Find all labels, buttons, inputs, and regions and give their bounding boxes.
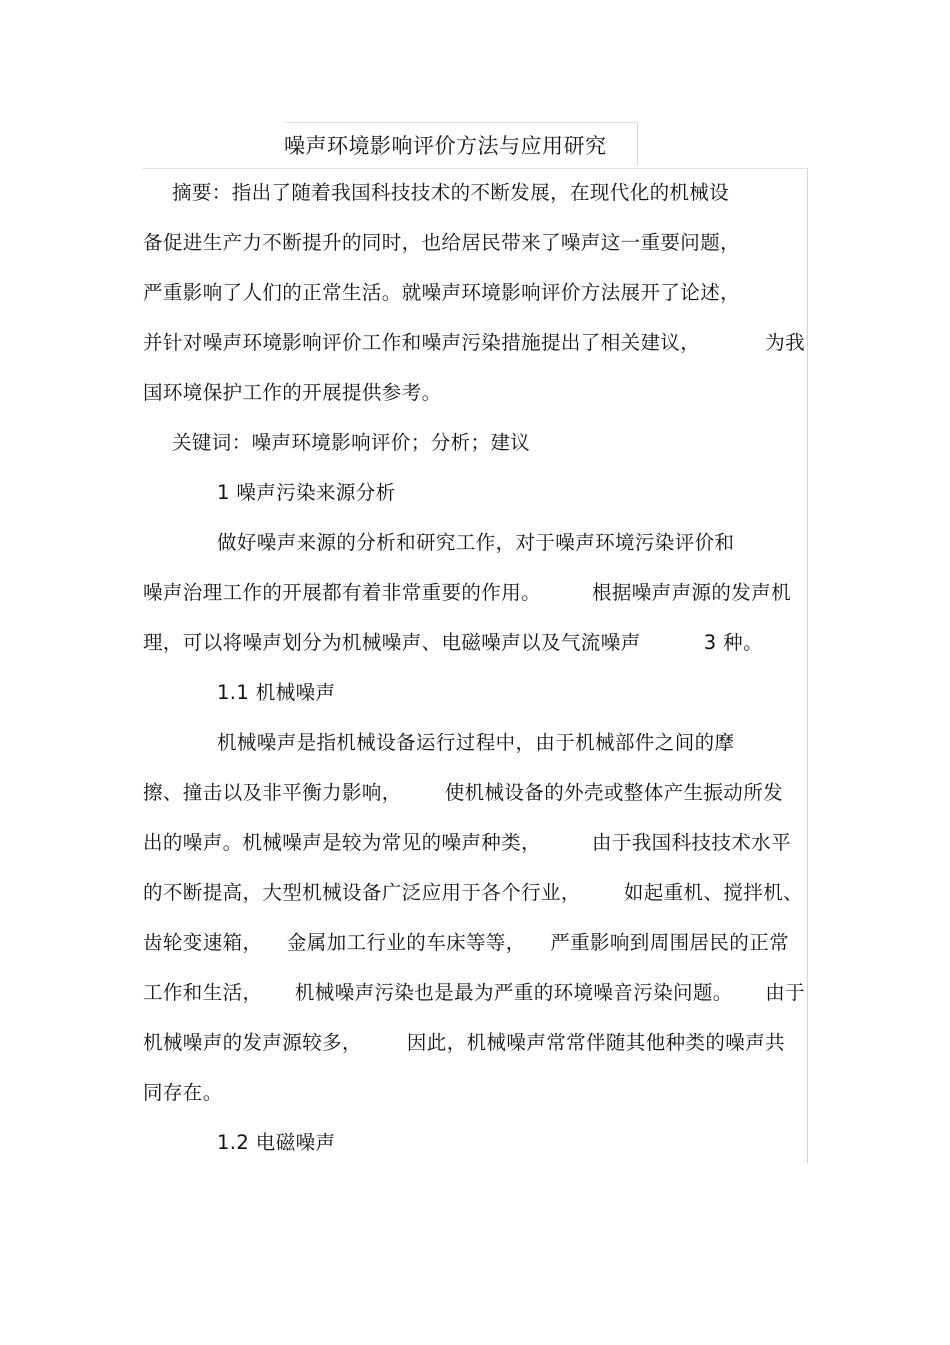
section-1-1-line-5 <box>143 930 789 956</box>
section-1-1-line-4-b: 如起重机、搅拌机、 <box>623 881 803 904</box>
abstract-line-1: 摘要：指出了随着我国科技技术的不断发展，在现代化的机械设 <box>172 181 730 204</box>
body-frame <box>142 168 808 1163</box>
title-frame <box>284 122 638 166</box>
section-1-1-line-6-a: 工作和生活， <box>143 981 263 1004</box>
section-1-1-line-2-a: 擦、撞击以及非平衡力影响， <box>143 781 402 804</box>
section-1-1-line-1: 机械噪声是指机械设备运行过程中，由于机械部件之间的摩 <box>217 731 735 754</box>
abstract-line-2: 备促进生产力不断提升的同时，也给居民带来了噪声这一重要问题， <box>143 231 741 254</box>
section-1-1-line-6-b: 机械噪声污染也是最为严重的环境噪音污染问题。 <box>294 981 733 1004</box>
section-1-1-line-3 <box>143 830 791 856</box>
section-1-line-2-a: 噪声治理工作的开展都有着非常重要的作用。 <box>143 581 542 604</box>
section-1-1-line-5-c: 严重影响到周围居民的正常 <box>550 931 789 954</box>
section-1-1-line-7-a: 机械噪声的发声源较多， <box>143 1031 362 1054</box>
section-1-1-line-3-a: 出的噪声。机械噪声是较为常见的噪声种类， <box>143 831 542 854</box>
section-1-1-line-5-a: 齿轮变速箱， <box>143 931 263 954</box>
abstract-line-4-a: 并针对噪声环境影响评价工作和噪声污染措施提出了相关建议， <box>143 331 701 354</box>
keywords: 关键词：噪声环境影响评价；分析；建议 <box>172 431 531 454</box>
section-1-line-3-b: 3 种。 <box>703 631 763 654</box>
section-1-heading: 1 噪声污染来源分析 <box>217 481 396 504</box>
section-1-1-line-5-b: 金属加工行业的车床等等， <box>286 931 526 954</box>
section-1-1-line-6-c: 由于 <box>765 981 805 1004</box>
section-1-line-2-b: 根据噪声声源的发声机 <box>591 581 791 604</box>
section-1-1-line-4 <box>143 880 803 906</box>
section-1-1-line-7-b: 因此，机械噪声常常伴随其他种类的噪声共 <box>406 1031 785 1054</box>
document-title: 噪声环境影响评价方法与应用研究 <box>284 134 607 158</box>
section-1-1-line-3-b: 由于我国科技技术水平 <box>591 831 791 854</box>
section-1-2-heading: 1.2 电磁噪声 <box>217 1131 336 1154</box>
section-1-line-3-a: 理，可以将噪声划分为机械噪声、电磁噪声以及气流噪声 <box>143 631 641 654</box>
section-1-1-line-7 <box>143 1030 785 1056</box>
section-1-1-line-2-b: 使机械设备的外壳或整体产生振动所发 <box>444 781 783 804</box>
section-1-1-line-4-a: 的不断提高，大型机械设备广泛应用于各个行业， <box>143 881 581 904</box>
abstract-line-3: 严重影响了人们的正常生活。就噪声环境影响评价方法展开了论述， <box>143 281 741 304</box>
section-1-line-2 <box>143 580 791 606</box>
abstract-line-4 <box>143 330 805 356</box>
section-1-1-line-8: 同存在。 <box>143 1081 223 1104</box>
section-1-line-3 <box>143 630 763 656</box>
section-1-1-heading: 1.1 机械噪声 <box>217 681 336 704</box>
abstract-line-4-b: 为我 <box>765 331 805 354</box>
section-1-1-line-2 <box>143 780 783 806</box>
section-1-1-line-6 <box>143 980 805 1006</box>
abstract-line-5: 国环境保护工作的开展提供参考。 <box>143 381 442 404</box>
section-1-line-1: 做好噪声来源的分析和研究工作，对于噪声环境污染评价和 <box>217 531 735 554</box>
